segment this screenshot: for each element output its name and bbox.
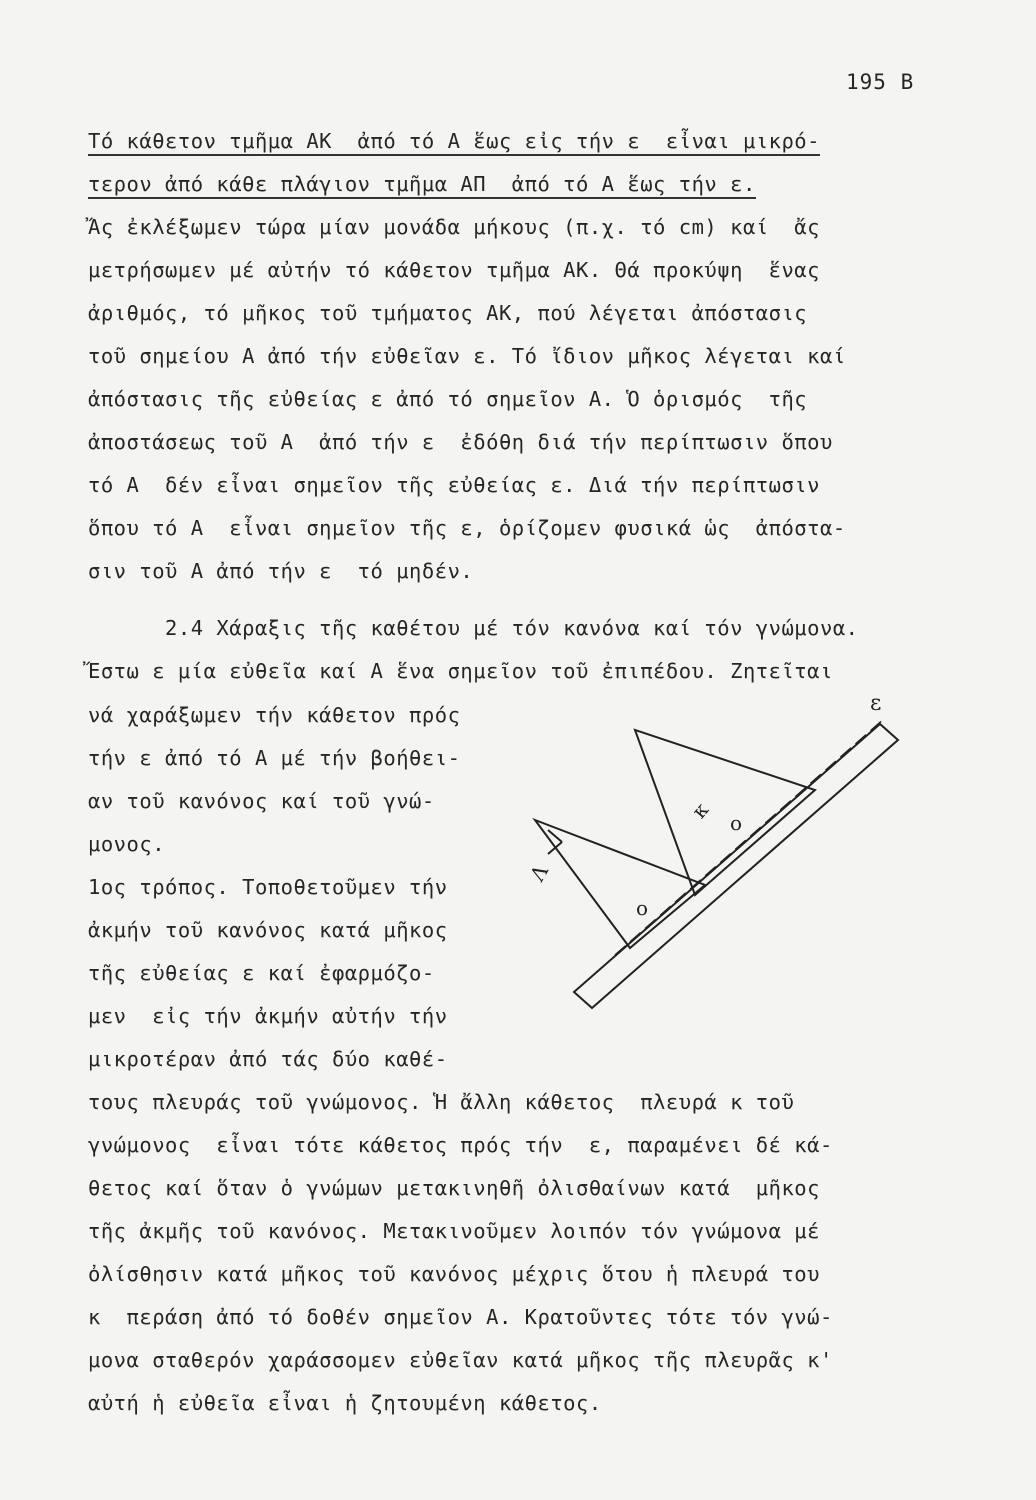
text-line: ἀποστάσεως τοῦ Α ἀπό τήν ε ἐδόθη διά τήν περίπτωσιν ὅπου bbox=[88, 430, 833, 454]
text-line: τό Α δέν εἶναι σημεῖον τῆς εὐθείας ε. Διά τήν περίπτωσιν bbox=[88, 473, 820, 497]
text-line: γνώμονος εἶναι τότε κάθετος πρός τήν ε, παραμένει δέ κά- bbox=[88, 1133, 833, 1157]
text-line: ὅπου τό Α εἶναι σημεῖον τῆς ε, ὁρίζομεν φυσικά ὡς ἀπόστα- bbox=[88, 516, 846, 540]
set-square-lower bbox=[535, 820, 705, 948]
text-line: τῆς ἀκμῆς τοῦ κανόνος. Μετακινοῦμεν λοιπόν τόν γνώμονα μέ bbox=[88, 1219, 820, 1243]
section-heading: 2.4 Χάραξις τῆς καθέτου μέ τόν κανόνα καί τόν γνώμονα. bbox=[88, 616, 859, 640]
label-lambda: Λ bbox=[524, 860, 553, 886]
set-square-figure bbox=[520, 690, 920, 1030]
text-line: τήν ε ἀπό τό Α μέ τήν βοήθει- bbox=[88, 746, 461, 770]
text-line: ἀριθμός, τό μῆκος τοῦ τμήματος ΑΚ, πού λέγεται ἀπόστασις bbox=[88, 301, 808, 325]
text-line: νά χαράξωμεν τήν κάθετον πρός bbox=[88, 703, 461, 727]
text-line: Ἔστω ε μία εὐθεῖα καί Α ἕνα σημεῖον τοῦ ἐπιπέδου. Ζητεῖται bbox=[88, 659, 833, 683]
text-line: σιν τοῦ Α ἀπό τήν ε τό μηδέν. bbox=[88, 559, 474, 583]
label-o-top: ο bbox=[730, 811, 743, 835]
text-line: μικροτέραν ἀπό τάς δύο καθέ- bbox=[88, 1047, 448, 1071]
text-line: τους πλευράς τοῦ γνώμονος. Ἡ ἄλλη κάθετος πλευρά κ τοῦ bbox=[88, 1090, 795, 1114]
text-line: Ἄς ἐκλέξωμεν τώρα μίαν μονάδα μήκους (π.χ. τό cm) καί ἄς bbox=[88, 215, 820, 239]
text-line: μετρήσωμεν μέ αὐτήν τό κάθετον τμῆμα ΑΚ. Θά προκύψη ἕνας bbox=[88, 258, 820, 282]
label-o-bottom: ο bbox=[636, 896, 649, 920]
set-square-upper bbox=[635, 730, 815, 895]
label-k: κ bbox=[686, 797, 714, 823]
label-e: ε bbox=[870, 691, 882, 716]
text-line: μεν εἰς τήν ἀκμήν αὐτήν τήν bbox=[88, 1004, 448, 1028]
text-line: τερον ἀπό κάθε πλάγιον τμῆμα ΑΠ ἀπό τό Α ἕως τήν ε. bbox=[88, 170, 756, 198]
text-line: 1ος τρόπος. Τοποθετοῦμεν τήν bbox=[88, 875, 448, 899]
text-line: τοῦ σημείου Α ἀπό τήν εὐθεῖαν ε. Τό ἴδιον μῆκος λέγεται καί bbox=[88, 344, 846, 368]
text-line: αὐτή ἡ εὐθεῖα εἶναι ἡ ζητουμένη κάθετος. bbox=[88, 1391, 602, 1415]
text-line: θετος καί ὅταν ὁ γνώμων μετακινηθῆ ὀλισθαίνων κατά μῆκος bbox=[88, 1176, 820, 1200]
text-line: ἀπόστασις τῆς εὐθείας ε ἀπό τό σημεῖον Α. Ὁ ὁρισμός τῆς bbox=[88, 387, 808, 411]
text-line: ἀκμήν τοῦ κανόνος κατά μῆκος bbox=[88, 918, 448, 942]
page-number: 195 B bbox=[846, 70, 915, 94]
text-line: ὀλίσθησιν κατά μῆκος τοῦ κανόνος μέχρις ὅτου ἡ πλευρά του bbox=[88, 1262, 820, 1286]
text-line: μονος. bbox=[88, 832, 166, 856]
text-line: αν τοῦ κανόνος καί τοῦ γνώ- bbox=[88, 789, 435, 813]
text-line: κ περάση ἀπό τό δοθέν σημεῖον Α. Κρατοῦντες τότε τόν γνώ- bbox=[88, 1305, 833, 1329]
text-line: Τό κάθετον τμῆμα ΑΚ ἀπό τό Α ἕως εἰς τήν ε εἶναι μικρό- bbox=[88, 127, 820, 155]
line-e bbox=[615, 718, 885, 955]
ruler-shape bbox=[574, 724, 898, 1008]
text-line: μονα σταθερόν χαράσσομεν εὐθεῖαν κατά μῆκος τῆς πλευρᾶς κ' bbox=[88, 1348, 833, 1372]
text-line: τῆς εὐθείας ε καί ἐφαρμόζο- bbox=[88, 961, 435, 985]
